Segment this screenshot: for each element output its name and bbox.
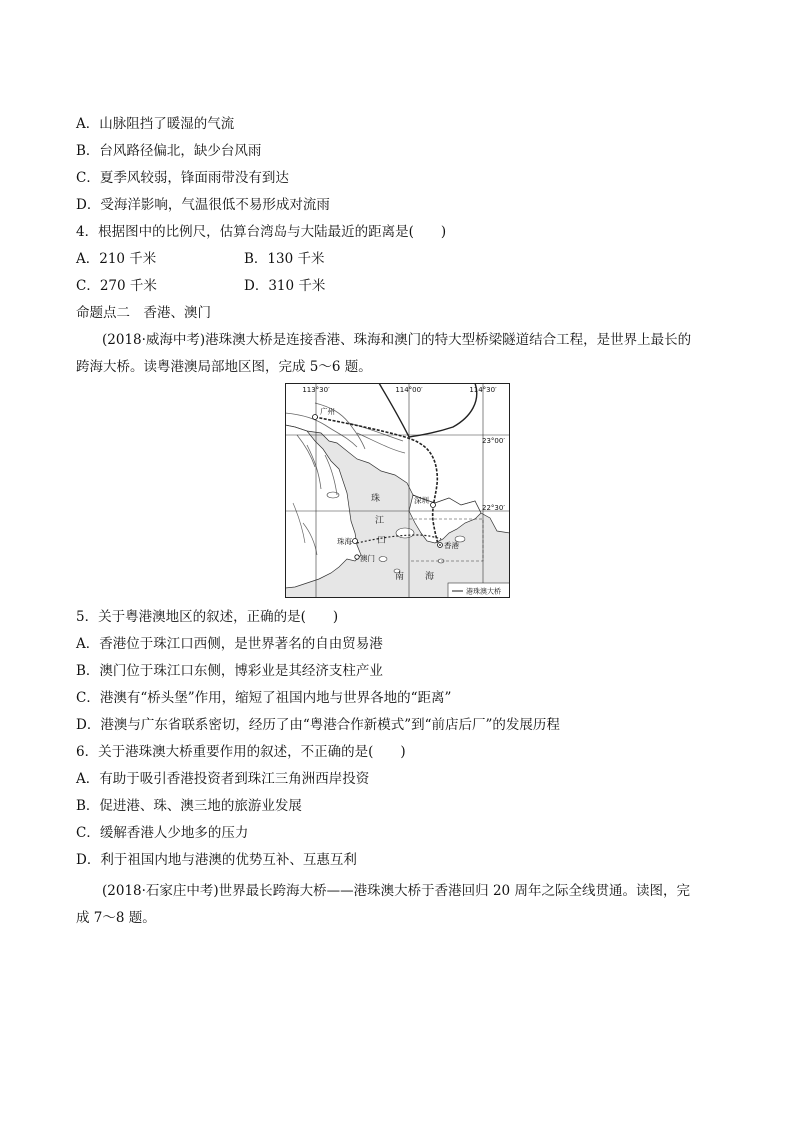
macau-label: 澳门 <box>360 554 375 563</box>
island-lantau <box>396 528 414 538</box>
shenzhen-label: 深圳 <box>414 496 429 505</box>
intro2-line2: 成 7～8 题。 <box>76 910 156 926</box>
q6-option-d: D．利于祖国内地与港澳的优势互补、互惠互利 <box>76 852 357 868</box>
section-title: 命题点二 香港、澳门 <box>76 305 211 321</box>
q4-option-d: D．310 千米 <box>244 278 326 294</box>
q4-stem: 4．根据图中的比例尺，估算台湾岛与大陆最近的距离是( ) <box>76 224 447 240</box>
intro1-line1: (2018·威海中考)港珠澳大桥是连接香港、珠海和澳门的特大型桥梁隧道结合工程，是世界上最长的 <box>102 332 692 348</box>
legend-label: 港珠澳大桥 <box>466 587 501 596</box>
water-label: 南 <box>395 572 405 582</box>
q3-option-d: D．受海洋影响，气温很低不易形成对流雨 <box>76 197 330 213</box>
intro2-line1: (2018·石家庄中考)世界最长跨海大桥——港珠澳大桥于香港回归 20 周年之际全线贯通。读图，完 <box>102 883 690 899</box>
water-label: 珠 <box>371 494 381 504</box>
q5-option-d: D．港澳与广东省联系密切，经历了由“粤港合作新模式”到“前店后厂”的发展历程 <box>76 717 560 733</box>
macau-marker <box>355 555 359 559</box>
intro1-line2: 跨海大桥。读粤港澳局部地区图，完成 5～6 题。 <box>76 359 372 375</box>
lon-label: 114°30′ <box>469 386 497 394</box>
hongkong-label: 香港 <box>444 541 459 550</box>
q4-option-b: B．130 千米 <box>244 251 325 267</box>
q4-option-c: C．270 千米 <box>76 278 157 294</box>
water-label: 口 <box>377 536 387 546</box>
q3-option-a: A．山脉阻挡了暖湿的气流 <box>76 116 235 132</box>
shenzhen-marker <box>431 503 436 508</box>
guangzhou-marker <box>313 415 318 420</box>
island-small <box>327 492 339 498</box>
lon-label: 113°30′ <box>302 386 330 394</box>
island-small <box>379 557 387 562</box>
hongkong-marker-dot <box>439 544 441 546</box>
q5-option-a: A．香港位于珠江口西侧，是世界著名的自由贸易港 <box>76 636 383 652</box>
q3-option-b: B．台风路径偏北，缺少台风雨 <box>76 143 262 159</box>
water-label: 海 <box>425 572 435 582</box>
gba-map-svg <box>285 383 510 598</box>
q3-option-c: C．夏季风较弱，锋面雨带没有到达 <box>76 170 289 186</box>
gba-map <box>285 383 510 598</box>
q6-option-c: C．缓解香港人少地多的压力 <box>76 825 249 841</box>
q5-stem: 5．关于粤港澳地区的叙述，正确的是( ) <box>76 609 339 625</box>
zhuhai-marker <box>353 539 358 544</box>
q4-option-a: A．210 千米 <box>76 251 157 267</box>
q6-option-b: B．促进港、珠、澳三地的旅游业发展 <box>76 798 302 814</box>
lat-label: 22°30′ <box>482 504 505 512</box>
q5-option-c: C．港澳有“桥头堡”作用，缩短了祖国内地与世界各地的“距离” <box>76 690 452 706</box>
lat-label: 23°00′ <box>482 437 505 445</box>
q6-option-a: A．有助于吸引香港投资者到珠江三角洲西岸投资 <box>76 771 370 787</box>
zhuhai-label: 珠海 <box>337 537 352 546</box>
q5-option-b: B．澳门位于珠江口东侧，博彩业是其经济支柱产业 <box>76 663 383 679</box>
lon-label: 114°00′ <box>395 386 423 394</box>
q4-options-row1 <box>76 249 476 269</box>
guangzhou-label: 广州 <box>320 407 335 416</box>
q4-options-row2 <box>76 276 476 296</box>
water-label: 江 <box>375 516 385 526</box>
q6-stem: 6．关于港珠澳大桥重要作用的叙述，不正确的是( ) <box>76 744 406 760</box>
